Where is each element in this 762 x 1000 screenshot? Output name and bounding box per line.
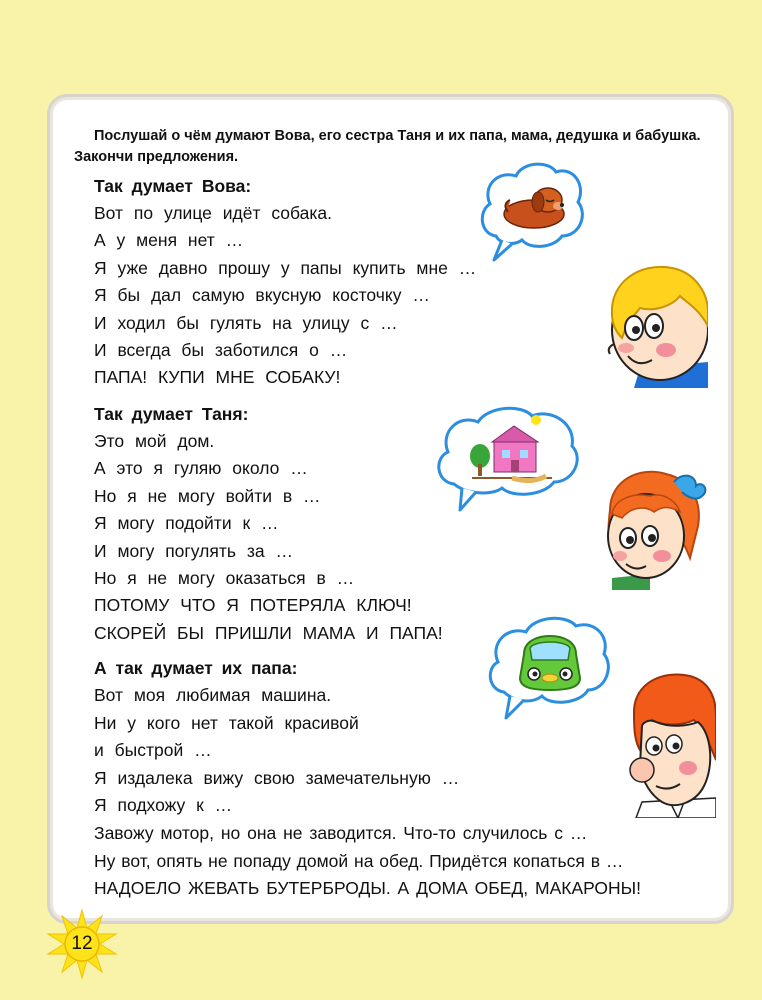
girl-tanya bbox=[592, 462, 710, 590]
car-icon bbox=[520, 636, 580, 690]
text-line: Я могу подойти к … bbox=[94, 513, 279, 534]
car-thought-bubble bbox=[484, 612, 612, 722]
boy-vova bbox=[600, 256, 708, 388]
text-line: Я бы дал самую вкусную косточку … bbox=[94, 285, 430, 306]
section-heading: Так думает Вова: bbox=[94, 176, 252, 196]
section-vova bbox=[94, 176, 476, 395]
text-line: НАДОЕЛО ЖЕВАТЬ БУТЕРБРОДЫ. А ДОМА ОБЕД, МАКАРОНЫ! bbox=[94, 878, 642, 899]
text-line: ПОТОМУ ЧТО Я ПОТЕРЯЛА КЛЮЧ! bbox=[94, 595, 412, 616]
text-line: Ни у кого нет такой красивой bbox=[94, 712, 359, 733]
text-line: Но я не могу оказаться в … bbox=[94, 567, 355, 588]
dog-thought-bubble bbox=[478, 156, 588, 276]
text-line: СКОРЕЙ БЫ ПРИШЛИ МАМА И ПАПА! bbox=[94, 622, 443, 643]
page-number-badge bbox=[46, 908, 118, 980]
text-line: Завожу мотор, но она не заводится. Что-то случилось с … bbox=[94, 822, 588, 843]
text-line: Это мой дом. bbox=[94, 431, 215, 451]
section-heading: Так думает Таня: bbox=[94, 404, 249, 424]
text-line: Но я не могу войти в … bbox=[94, 485, 321, 506]
text-line: И ходил бы гулять на улицу с … bbox=[94, 312, 398, 333]
text-line: Ну вот, опять не попаду домой на обед. Придётся копаться в … bbox=[94, 850, 624, 871]
text-line: И всегда бы заботился о … bbox=[94, 339, 348, 360]
text-line: Я подхожу к … bbox=[94, 795, 233, 816]
text-line: Я издалека вижу свою замечательную … bbox=[94, 767, 460, 788]
text-line: Вот по улице идёт собака. bbox=[94, 203, 333, 223]
section-heading: А так думает их папа: bbox=[94, 658, 298, 678]
section-tanya bbox=[94, 404, 443, 650]
text-line: Вот моя любимая машина. bbox=[94, 685, 332, 705]
page-number: 12 bbox=[71, 933, 93, 954]
text-line: и быстрой … bbox=[94, 740, 212, 761]
text-line: И могу погулять за … bbox=[94, 540, 293, 561]
house-thought-bubble bbox=[432, 402, 584, 514]
task-instructions: Послушай о чём думают Вова, его сестра Таня и их папа, мама, дедушка и бабушка. Закончи предложения. bbox=[74, 128, 701, 165]
text-line: А это я гуляю около … bbox=[94, 458, 308, 479]
dad-face bbox=[612, 670, 716, 818]
text-line: Я уже давно прошу у папы купить мне … bbox=[94, 257, 477, 278]
text-line: А у меня нет … bbox=[94, 230, 244, 251]
text-line: ПАПА! КУПИ МНЕ СОБАКУ! bbox=[94, 367, 341, 388]
